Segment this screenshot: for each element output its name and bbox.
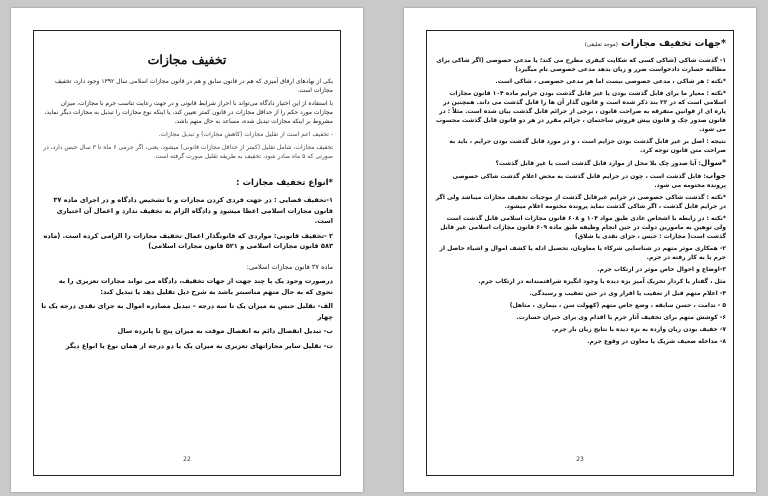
- question: [434, 158, 726, 168]
- list-item: ت- تقلیل سایر مجازاتهای تعزیری به میزان یک یا دو درجه از همان نوع یا انواع دیگر: [65, 341, 333, 350]
- answer: [434, 171, 726, 190]
- paragraph: با استفاده از این اختیار دادگاه می‌تواند با احراز شرایط قانونی و در جهت رعایت تناسب جرم با مجازات، میزان مجازات مورد حکم را از حداقل مجازات در قانون کمتر تعیین کند، یا اینکه نوع مجازات را تبدیل به مجازات دیگر نماید، مشروط بر اینکه مجازات تبدیل شده، مساعد به حال متهم باشد.: [44, 100, 333, 125]
- list-item: ۳-اوضاع و احوال خاص موثر در ارتکاب جرم.: [597, 266, 726, 273]
- page-content: [434, 36, 726, 456]
- note: *نکته : گذشت شاکی خصوصی در جرایم غیرقابل گذشت از موجبات تخفیف مجازات میباشد ولی اگر در جرایم قابل گذشت ، اگر شاکی گذشت نماید پرونده مختومه اعلام میشود.: [435, 194, 726, 210]
- section-title-note: (موجد تعلیقی): [584, 42, 618, 48]
- list-item: ۱- گذشت شاکی (شاکی کسی که شکایت کیفری مطرح می کند؛ یا مدعی خصوصی (اگر شاکی برای مطالبه خسارت دادخواست ضرر و زیان بدهد مدعی خصوصی نام میگیرد): [436, 57, 726, 73]
- answer-label: جواب: [705, 171, 726, 180]
- list-item: ۴- اعلام متهم قبل از تعقیب یا اقرار وی در حین تعقیب و رسیدگی.: [529, 290, 726, 297]
- list-item: ۶- کوشش متهم برای تخفیف آثار جرم یا اقدام وی برای جبران خسارت.: [516, 314, 726, 321]
- page-number: 22: [183, 456, 191, 463]
- list-item: ۱-تخفیف قضایی : در جهت فردی کردن مجازات و با تشخیص دادگاه و در اجرای ماده ۳۷ قانون مجازات اسلامی اعطا میشود و دادگاه الزام به تخفیف ندارد و اعمال آن اختیاری است.: [53, 196, 333, 225]
- list-item: ۲ -تخفیف قانونی: مواردی که قانونگذار اعمال تخفیف مجازات را الزامی کرده است. (ماده ۵۸۳ قانون مجازات اسلامی و ۵۲۱ قانون مجازات اسلامی): [43, 231, 333, 250]
- article-text: درصورت وجود یک یا چند جهت از جهات تخفیف، دادگاه می تواند مجازات تعزیری را به نحوی که به حال متهم مناسبتر باشد به شرح ذیل تقلیل دهد یا تبدیل کند:: [58, 277, 333, 296]
- paragraph: تخفیف مجازات، شامل تقلیل (کمتر از حداقل مجازات قانونی) میشود، یعنی، اگر جرمی ۶ ماه تا ۳ سال حبس دارد، در صورتی که ۵ ماه صادر شود، تخفیف به طریقه تقلیل صورت گرفته است.: [43, 144, 333, 160]
- list-item: ۷- خفیف بودن زیان وارده به بزه دیده یا نتایج زیان بار جرم.: [551, 326, 726, 333]
- note-text: نکته : در رابطه با اشخاص عادی طبق مواد ۱۰۴ و ۶۰۸ قانون مجازات اسلامی قابل گذشت است ولی توهین به مامورین دولت در حین انجام وظیفه طبق ماده ۶۰۹ قانون مجازات اسلامی غیر قابل گذشت است( مجازات : حبس ، جزای نقدی یا شلاق): [440, 215, 726, 240]
- note: *نکته : در رابطه با اشخاص عادی طبق مواد ۱۰۴ و ۶۰۸ قانون مجازات اسلامی قابل گذشت است ولی توهین به مامورین دولت در حین انجام وظیفه طبق ماده ۶۰۹ قانون مجازات اسلامی غیر قابل گذشت است( مجازات : حبس ، جزای نقدی یا شلاق): [440, 215, 726, 240]
- section-heading: *انواع تخفیف مجازات :: [236, 178, 333, 188]
- answer-text: : قابل گذشت است ، چون در جرایم قابل گذشت به محض اعلام گذشت شاکی خصوصی پرونده مختومه می شود.: [452, 173, 726, 189]
- section-title-text: جهات تخفیف مجازات: [621, 38, 722, 49]
- paragraph: یکی از نهادهای ارفاق آمیزی که هم در قانون سابق و هم در قانون مجازات اسلامی سال ۱۳۹۲ وجود دارد، تخفیف مجازات است.: [54, 78, 333, 94]
- page-title: تخفیف مجازات: [147, 52, 227, 67]
- list-item: ۲- همکاری موثر متهم در شناسایی شرکاء یا معاونان، تحصیل ادله یا کشف اموال و اشیاء حاصل از جرم یا به کار رفته در جرم.: [439, 245, 726, 261]
- question-text: : آیا صدور چک بلا محل از موارد قابل گذشت است یا غیر قابل گذشت؟: [495, 160, 701, 167]
- article-heading: ماده ۳۷ قانون مجازات اسلامی:: [246, 262, 333, 271]
- list-item: ۸- مداخله ضعیف شریک یا معاون در وقوع جرم.: [587, 338, 726, 345]
- section-title: *جهات تخفیف مجازات (موجد تعلیقی): [584, 38, 726, 49]
- page-number: 23: [576, 456, 584, 463]
- question-label: *سوال: [700, 158, 726, 167]
- page-content: [41, 36, 333, 456]
- note-text: نکته : هر شاکی ، مدعی خصوصی نیست اما هر مدعی خصوصی ، شاکی است.: [495, 78, 723, 85]
- document-page-right: [404, 8, 756, 492]
- paragraph: - تخفیف اعم است از تقلیل مجازات (کاهش مجازات) و تبدیل مجازات.: [158, 131, 333, 138]
- document-page-left: [11, 8, 363, 492]
- note-text: نکته : گذشت شاکی خصوصی در جرایم غیرقابل گذشت از موجبات تخفیف مجازات میباشد ولی اگر در جرایم قابل گذشت ، اگر شاکی گذشت نماید پرونده مختومه اعلام میشود.: [435, 194, 726, 210]
- list-item: ب- تبدیل انفصال دائم به انفصال موقت به میزان پنج تا پانزده سال: [117, 327, 333, 335]
- paragraph: نتیجه : اصل بر غیر قابل گذشت بودن جرایم است ، و در مورد قابل گذشت بودن جرایم ، باید به صراحت متن قانون توجه کرد.: [449, 138, 726, 154]
- note: *نکته : هر شاکی ، مدعی خصوصی نیست اما هر مدعی خصوصی ، شاکی است.: [495, 78, 726, 85]
- list-item: ۵ - ندامت ، حسن سابقه ، وضع خاص متهم (کهولت سن ، بیماری ، متاهل): [509, 302, 726, 309]
- paragraph: مثل ، گفتار یا کردار تحریک آمیز بزه دیده یا وجود انگیزه شرافتمندانه در ارتکاب جرم.: [478, 278, 726, 285]
- list-item: الف- تقلیل حبس به میزان یک تا سه درجه – تبدیل مصادره اموال به جزای نقدی درجه یک تا چهار: [41, 302, 333, 321]
- note-text: نکته : معیار ما برای قابل گذشت بودن یا غیر قابل گذشت بودن جرایم ماده ۱۰۴ قانون مجازات اسلامی است که در ۲۲ بند ذکر شده است و قانون گذار آن ها را قابل گذشت می داند. همچنین در پاره ای از قوانین متفرقه به صراحت قانون ، برخی از جرائم قابل گذشت بیان شده است. مثلاً : در قانون صدور چک و قانون پیش فروش ساختمان ، جرائم مقرر در هر دو قانون قابل گذشت محسوب می شود.: [435, 90, 726, 133]
- note: *نکته : معیار ما برای قابل گذشت بودن یا غیر قابل گذشت بودن جرایم ماده ۱۰۴ قانون مجازات اسلامی است که در ۲۲ بند ذکر شده است و قانون گذار آن ها را قابل گذشت می داند. همچنین در پاره ای از قوانین متفرقه به صراحت قانون ، برخی از جرائم قابل گذشت بیان شده است. مثلاً : در قانون صدور چک و قانون پیش فروش ساختمان ، جرائم مقرر در هر دو قانون قابل گذشت محسوب می شود.: [435, 90, 726, 133]
